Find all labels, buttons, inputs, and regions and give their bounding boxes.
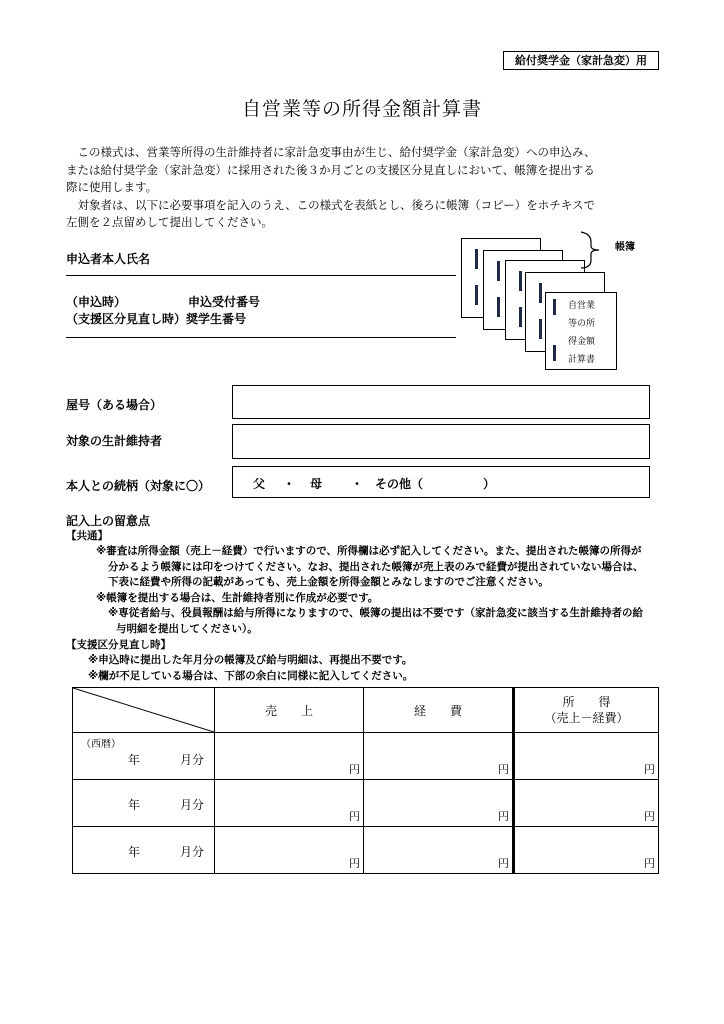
note-line: 与明細を提出してください）。	[116, 622, 258, 635]
header-income	[514, 688, 659, 733]
year-label: 年	[128, 753, 141, 767]
option-mother[interactable]: 母	[310, 477, 323, 491]
cover-line: 自営業	[568, 301, 596, 311]
yen-unit: 円	[498, 810, 509, 823]
note-line: ※欄が不足している場合は、下部の余白に同様に記入してください。	[88, 669, 414, 682]
staple-icon	[497, 297, 500, 317]
notes-review-heading: 【支援区分見直し時】	[66, 639, 171, 651]
brace-icon	[577, 230, 607, 270]
table-row	[73, 780, 659, 827]
staple-icon	[475, 285, 478, 305]
month-label: 月分	[180, 845, 205, 859]
yen-unit: 円	[498, 857, 509, 870]
stapling-diagram	[455, 228, 665, 378]
separator: ・	[351, 477, 364, 491]
header-sales: 売 上	[215, 688, 364, 733]
option-father[interactable]: 父	[253, 477, 266, 491]
cover-line: 等の所	[568, 319, 596, 329]
expenses-cell[interactable]	[364, 780, 514, 827]
scholar-number-label: （支援区分見直し時）奨学生番号	[66, 312, 247, 326]
trade-name-label: 屋号（ある場合）	[66, 398, 163, 412]
year-label: 年	[128, 798, 141, 812]
application-number-label: 申込受付番号	[188, 295, 261, 309]
staple-icon	[539, 283, 542, 303]
income-cell[interactable]	[514, 733, 659, 780]
note-line: ※帳簿を提出する場合は、生計維持者別に作成が必要です。	[96, 591, 379, 604]
yen-unit: 円	[498, 763, 509, 776]
intro-line: 対象者は、以下に必要事項を記入のうえ、この様式を表紙とし、後ろに帳簿（コピー）をホチキスで	[66, 197, 595, 212]
at-application-label: （申込時）	[66, 295, 127, 309]
header-income-sub: （売上－経費）	[544, 711, 629, 725]
staple-icon	[553, 345, 556, 361]
header-expenses: 経 費	[364, 688, 514, 733]
ledger-label: 帳簿	[615, 242, 635, 253]
cover-sheet	[545, 292, 617, 370]
relationship-options	[232, 466, 650, 498]
applicant-name-label: 申込者本人氏名	[66, 252, 151, 266]
cover-line: 得金額	[568, 337, 596, 347]
option-other[interactable]: その他（ ）	[375, 477, 496, 491]
header-income-title: 所 得	[562, 695, 611, 709]
period-cell[interactable]	[73, 780, 215, 827]
era-label: （西暦）	[81, 739, 121, 750]
target-supporter-input[interactable]	[232, 424, 650, 459]
yen-unit: 円	[644, 763, 655, 776]
page-title: 自営業等の所得金額計算書	[241, 98, 482, 120]
note-line: ※申込時に提出した年月分の帳簿及び給与明細は、再提出不要です。	[88, 654, 413, 666]
form-type-label: 給付奨学金（家計急変）用	[503, 51, 659, 70]
staple-icon	[553, 299, 556, 315]
target-supporter-label: 対象の生計維持者	[66, 434, 163, 448]
table-corner	[73, 688, 215, 733]
notes-heading: 記入上の留意点	[66, 514, 151, 528]
staple-icon	[539, 319, 542, 339]
month-label: 月分	[180, 753, 205, 767]
notes-common-heading: 【共通】	[66, 530, 108, 542]
year-label: 年	[128, 845, 141, 859]
staple-icon	[519, 271, 522, 291]
notes-common-list	[96, 544, 644, 637]
intro-line: 左側を２点留めして提出してください。	[66, 215, 273, 229]
relationship-label: 本人との続柄（対象に〇）	[66, 479, 211, 493]
sales-cell[interactable]	[215, 780, 364, 827]
note-line: 分かるよう帳簿には印をつけてください。なお、提出された帳簿が売上表のみで経費が提出されていない場合は、	[108, 560, 644, 573]
note-line: 下表に経費や所得の記載があっても、売上金額を所得金額とみなしますのでご注意ください。	[108, 576, 549, 588]
yen-unit: 円	[349, 810, 360, 823]
yen-unit: 円	[349, 857, 360, 870]
diagonal-line	[73, 688, 214, 732]
sales-cell[interactable]	[215, 733, 364, 780]
number-field[interactable]	[66, 337, 456, 338]
expenses-cell[interactable]	[364, 827, 514, 874]
staple-icon	[497, 261, 500, 281]
income-cell[interactable]	[514, 827, 659, 874]
staple-icon	[475, 249, 478, 269]
intro-line: 際に使用します。	[66, 180, 158, 194]
note-line: ※審査は所得金額（売上－経費）で行いますので、所得欄は必ず記入してください。また、提出された帳簿の所得が	[96, 545, 642, 557]
applicant-name-field[interactable]	[66, 275, 456, 276]
separator: ・	[283, 477, 296, 491]
notes-review-list	[88, 653, 413, 684]
month-label: 月分	[180, 798, 205, 812]
sales-cell[interactable]	[215, 827, 364, 874]
intro-line: または給付奨学金（家計急変）に採用された後３か月ごとの支援区分見直しにおいて、帳簿を提出する	[66, 162, 595, 177]
table-row	[73, 827, 659, 874]
staple-icon	[519, 307, 522, 327]
income-cell[interactable]	[514, 780, 659, 827]
intro-line: この様式は、営業等所得の生計維持者に家計急変事由が生じ、給付奨学金（家計急変）への申込み、	[66, 145, 596, 159]
note-line: ※専従者給与、役員報酬は給与所得になりますので、帳簿の提出は不要です（家計急変に該当する生計維持者の給	[108, 607, 643, 619]
yen-unit: 円	[644, 857, 655, 870]
table-row	[73, 733, 659, 780]
income-table	[72, 687, 659, 874]
yen-unit: 円	[349, 763, 360, 776]
yen-unit: 円	[644, 810, 655, 823]
intro-text	[66, 144, 666, 232]
cover-line: 計算書	[568, 355, 596, 365]
expenses-cell[interactable]	[364, 733, 514, 780]
period-cell[interactable]	[73, 827, 215, 874]
trade-name-input[interactable]	[232, 385, 650, 419]
period-cell[interactable]	[73, 733, 215, 780]
